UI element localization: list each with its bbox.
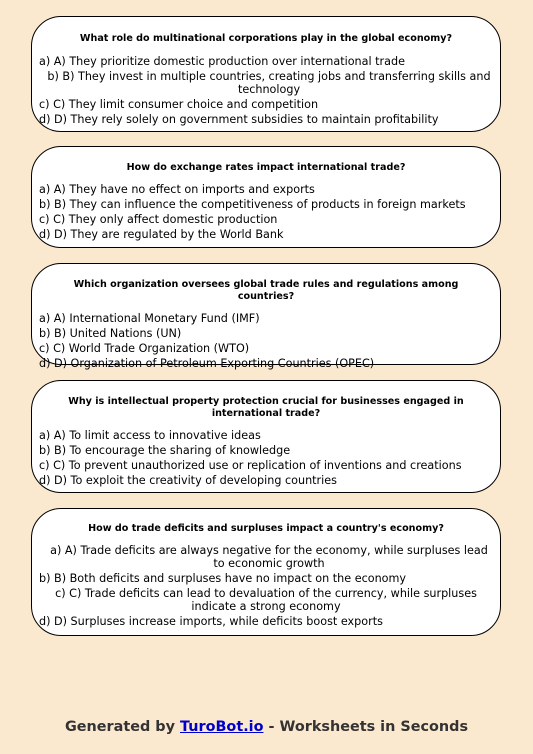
question-card-1 bbox=[31, 16, 501, 132]
footer-prefix: Generated by bbox=[64, 719, 180, 735]
option-c: c) C) Trade deficits can lead to devaluation of the currency, while surpluses indicate a strong economy bbox=[55, 587, 477, 613]
options-list bbox=[32, 55, 500, 126]
option-a: a) A) They prioritize domestic production over international trade bbox=[39, 55, 405, 68]
option-b: b) B) They can influence the competitiveness of products in foreign markets bbox=[39, 198, 466, 211]
options-list bbox=[32, 183, 500, 241]
option-d: d) D) Surpluses increase imports, while deficits boost exports bbox=[39, 615, 383, 628]
turobot-link[interactable]: TuroBot.io bbox=[180, 719, 264, 735]
option-b: b) B) To encourage the sharing of knowledge bbox=[39, 444, 291, 457]
question-card-5 bbox=[31, 508, 501, 636]
option-b: b) B) They invest in multiple countries, creating jobs and transferring skills and technology bbox=[47, 70, 491, 96]
option-a: a) A) They have no effect on imports and exports bbox=[39, 183, 315, 196]
option-a: a) A) International Monetary Fund (IMF) bbox=[39, 312, 260, 325]
footer bbox=[0, 719, 533, 735]
question-card-3 bbox=[31, 263, 501, 370]
option-c: c) C) World Trade Organization (WTO) bbox=[39, 342, 250, 355]
option-a: a) A) To limit access to innovative ideas bbox=[39, 429, 261, 442]
question-text: What role do multinational corporations play in the global economy? bbox=[79, 33, 453, 44]
question-text: How do trade deficits and surpluses impact a country's economy? bbox=[88, 523, 444, 534]
question-text: How do exchange rates impact international trade? bbox=[126, 162, 406, 173]
option-c: c) C) They only affect domestic production bbox=[39, 213, 278, 226]
question-text: Why is intellectual property protection crucial for businesses engaged in international trade? bbox=[68, 396, 464, 419]
footer-suffix: - Worksheets in Seconds bbox=[263, 719, 469, 735]
option-d: d) D) They rely solely on government subsidies to maintain profitability bbox=[39, 113, 439, 126]
option-b: b) B) United Nations (UN) bbox=[39, 327, 182, 340]
option-c: c) C) To prevent unauthorized use or replication of inventions and creations bbox=[39, 459, 462, 472]
option-d: d) D) To exploit the creativity of developing countries bbox=[39, 474, 337, 487]
options-list bbox=[32, 312, 500, 370]
option-b: b) B) Both deficits and surpluses have no impact on the economy bbox=[39, 572, 407, 585]
question-card-2 bbox=[31, 146, 501, 248]
question-card-4 bbox=[31, 380, 501, 493]
option-c: c) C) They limit consumer choice and competition bbox=[39, 98, 319, 111]
question-text: Which organization oversees global trade rules and regulations among countries? bbox=[73, 279, 459, 302]
option-d: d) D) They are regulated by the World Bank bbox=[39, 228, 284, 241]
option-a: a) A) Trade deficits are always negative for the economy, while surpluses lead to economic growth bbox=[50, 544, 488, 570]
option-d: d) D) Organization of Petroleum Exporting Countries (OPEC) bbox=[39, 357, 375, 370]
options-list bbox=[32, 429, 500, 487]
options-list bbox=[32, 544, 500, 628]
